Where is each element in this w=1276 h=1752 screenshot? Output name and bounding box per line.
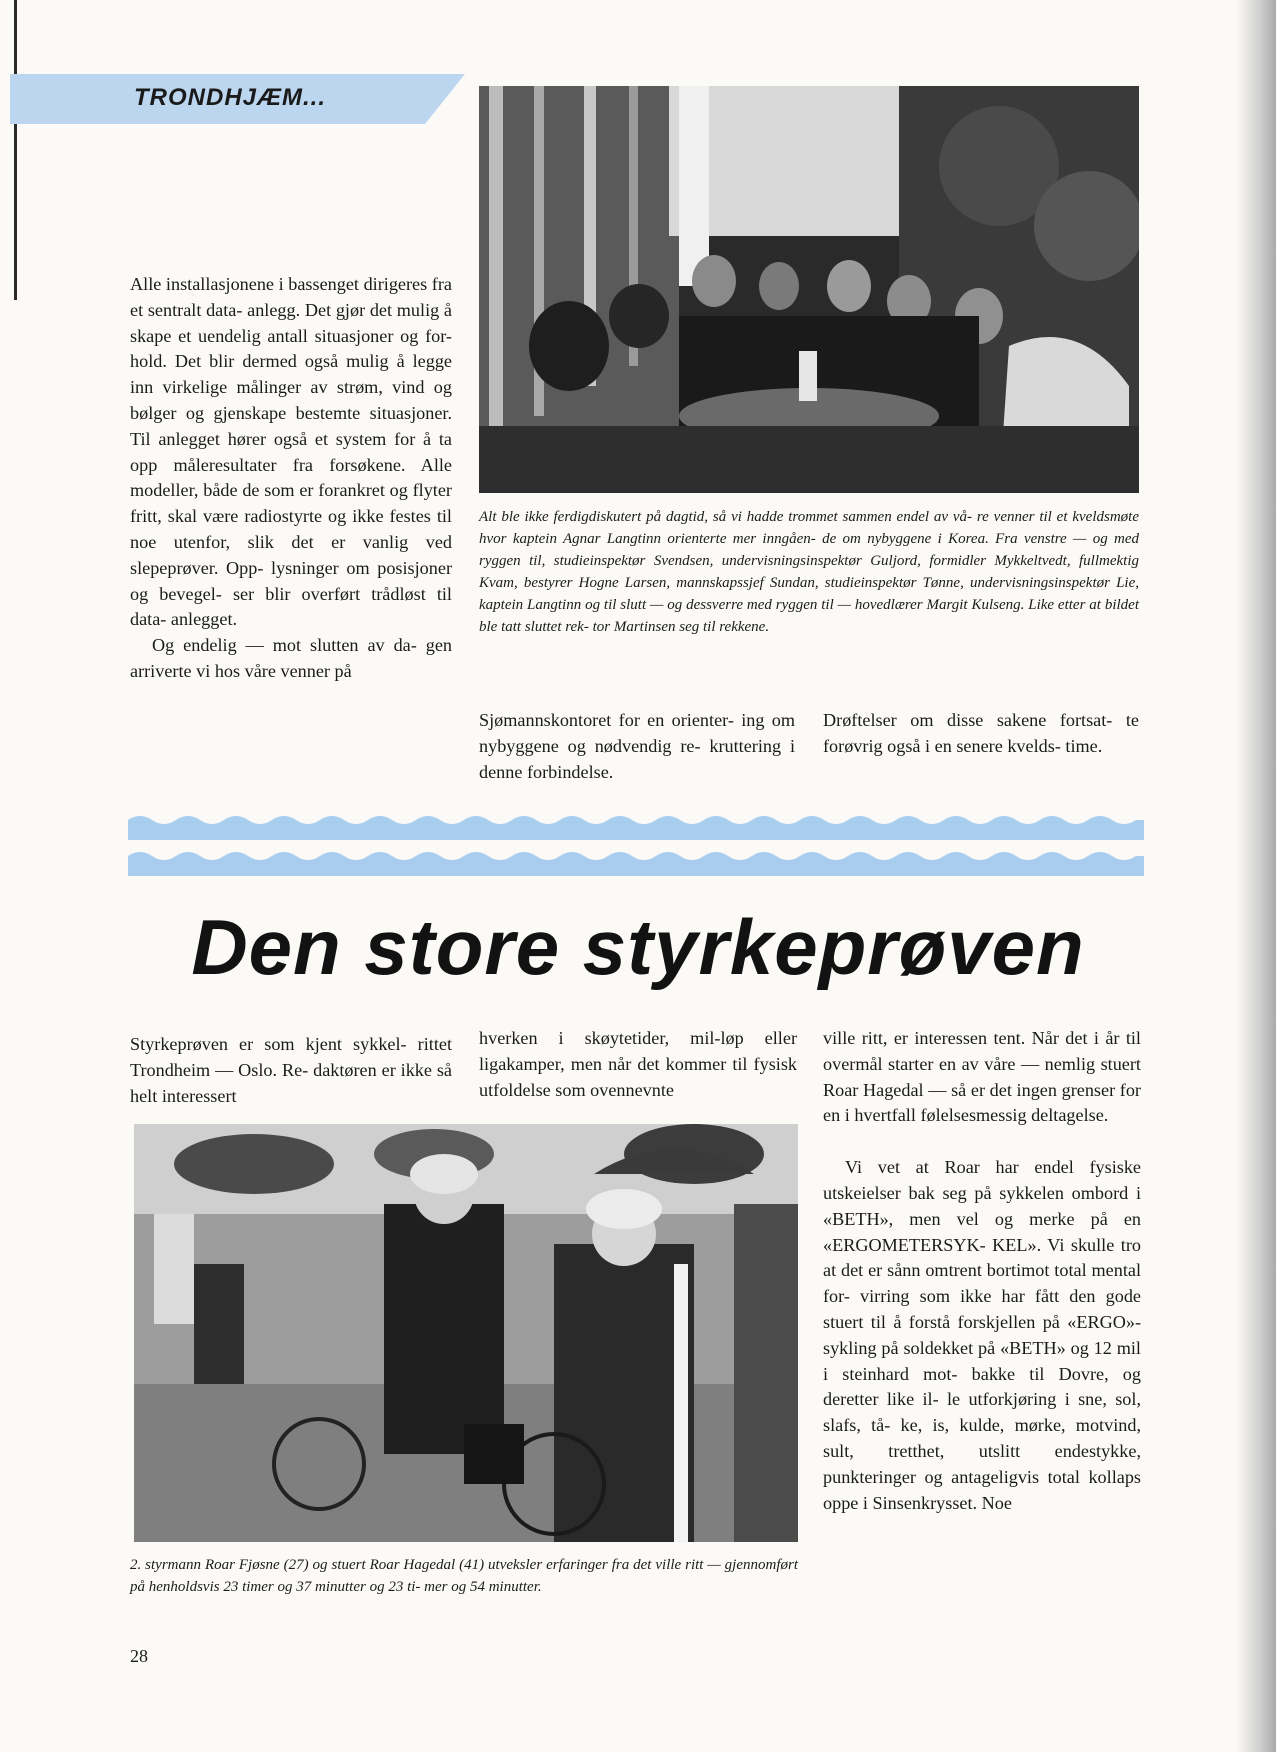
meeting-photo-caption: Alt ble ikke ferdigdiskutert på dagtid, så vi hadde trommet sammen endel av vå- re venner til et kveldsmøte hvor kaptein Agnar Langtinn orienterte mer inngåen- de om nybyggene i Korea. Fra venstre — og med ryggen til, studieinspektør Svendsen, undervisningsinspektør Guljord, formidler Mykkeltvedt, fullmektig Kvam, bestyrer Hogne Larsen, mannskapssjef Sundan, studieinspektør Tønne, undervisningsinspektør Lie, kaptein Langtinn og til slutt — og dessverre med ryggen til — hovedlærer Margit Kulseng. Like etter at bildet ble tatt sluttet rek- tor Martinsen seg til rekkene. [479,509,1139,635]
meeting-photo [479,86,1139,493]
cyclists-photo [134,1124,798,1542]
article1-paragraph1: Alle installasjonene i bassenget dirigeres fra et sentralt data- anlegg. Det gjør det mulig å skape et uendelig antall situasjoner og for- hold. Det blir dermed også mulig å legge inn virkelige målinger av strøm, vind og bølger og gjenskape bestemte situasjoner. Til anlegget hører også et system for å ta opp måleresultater fra forsøkene. Alle modeller, både de som er forankret og flyter fritt, skal være radiostyrte og ikke festes til noe utenfor, slik det er vanlig ved slepeprøver. Opp- lysninger om posisjoner og bevegel- ser blir overført trådløst til data- anlegget. [130,274,452,630]
section-banner-title: TRONDHJÆM... [134,84,326,111]
article1-column2 [479,708,795,785]
article2-column2-text: hverken i skøytetider, mil-løp eller ligakamper, men når det kommer til fysisk utfoldelse som ovennevnte [479,1028,797,1100]
page-binding-shadow [1236,0,1276,1752]
article2-column3-paragraph2: Vi vet at Roar har endel fysiske utskeielser bak seg på sykkelen ombord i «BETH», men vel og merke på en «ERGOMETERSYK- KEL». Vi skulle tro at det er sånn omtrent bortimot total mental for- virring som ikke har fått den gode stuert til å forstå forskjellen på «ERGO»- sykling på soldekket på «BETH» og 12 mil i steinhard mot- bakke til Dovre, og deretter like il- le utforkjøring i sne, sol, slafs, tå- ke, is, kulde, mørke, motvind, sult, tretthet, utslitt endestykke, punkteringer og antageligvis total kollaps oppe i Sinsenkrysset. Noe [823,1157,1141,1513]
article1-column3 [823,708,1139,760]
article2-column2 [479,1026,797,1103]
left-margin-rule [14,0,17,300]
article2-column3 [823,1026,1141,1516]
article2-column1 [130,1032,452,1109]
article1-column1 [130,272,452,685]
article1-paragraph2: Og endelig — mot slutten av da- gen arriverte vi hos våre venner på [130,635,452,681]
article1-column2-text: Sjømannskontoret for en orienter- ing om nybyggene og nødvendig re- kruttering i denne forbindelse. [479,710,795,782]
article2-column1-text: Styrkeprøven er som kjent sykkel- rittet Trondheim — Oslo. Re- daktøren er ikke så helt interessert [130,1034,452,1106]
page-number: 28 [130,1646,148,1666]
cyclists-photo-caption: 2. styrmann Roar Fjøsne (27) og stuert Roar Hagedal (41) utveksler erfaringer fra det ville ritt — gjennomført på henholdsvis 23 timer og 37 minutter og 23 ti- mer og 54 minutter. [130,1557,798,1595]
wave-divider [128,816,1144,878]
article2-headline: Den store styrkeprøven [191,903,1085,991]
article1-column3-text: Drøftelser om disse sakene fortsat- te forøvrig også i en senere kvelds- time. [823,710,1139,756]
article2-column3-paragraph1: ville ritt, er interessen tent. Når det i år til overmål starter en av våre — nemlig stuert Roar Hagedal — så er det ingen grenser for en i hvertfall følelsesmessig deltagelse. [823,1028,1141,1126]
